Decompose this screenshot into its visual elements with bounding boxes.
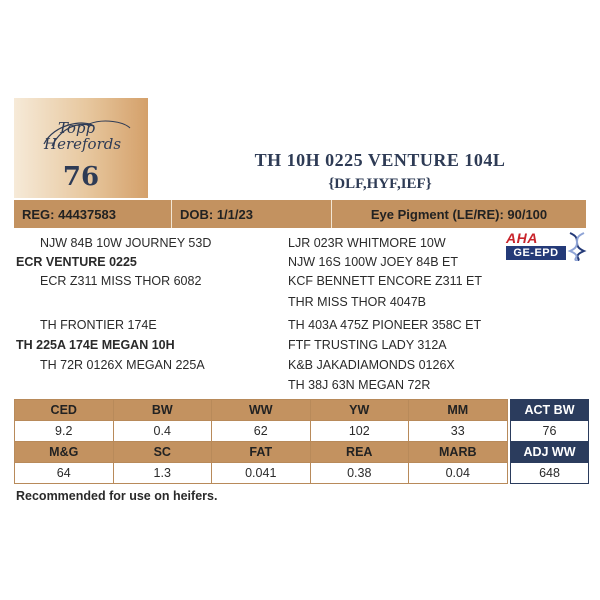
sire: ECR VENTURE 0225 [16,255,137,269]
epd-value-row-1 [15,421,508,442]
epd-header-row-2 [15,442,508,463]
epd-header-mg: M&G [15,442,114,463]
sd-sire: KCF BENNETT ENCORE Z311 ET [288,274,483,288]
lot-number: 76 [62,162,100,192]
aha-label: AHA [506,230,538,246]
epd-value-yw: 102 [310,421,409,442]
ds-dam: FTF TRUSTING LADY 312A [288,338,447,352]
dna-icon [566,231,588,261]
sd-dam: THR MISS THOR 4047B [288,295,427,309]
epd-value-marb: 0.04 [409,463,508,484]
weights-table [510,399,589,484]
ss-sire: LJR 023R WHITMORE 10W [288,236,446,250]
farm-logo-panel [14,98,148,198]
epd-header-yw: YW [310,400,409,421]
dd-dam: TH 38J 63N MEGAN 72R [288,378,431,392]
ge-epd-label: GE-EPD [506,246,566,260]
sire-sire: NJW 84B 10W JOURNEY 53D [40,236,212,250]
sire-dam: ECR Z311 MISS THOR 6082 [40,274,202,288]
eye-pigment: Eye Pigment (LE/RE): 90/100 [370,206,548,222]
epd-table [14,399,508,484]
epd-value-mg: 64 [15,463,114,484]
epd-value-row-2 [15,463,508,484]
epd-value-ced: 9.2 [15,421,114,442]
epd-header-marb: MARB [409,442,508,463]
epd-value-rea: 0.38 [310,463,409,484]
genetic-status: {DLF,HYF,IEF} [328,176,432,192]
act-bw-value: 76 [511,421,589,442]
epd-header-sc: SC [113,442,212,463]
epd-value-mm: 33 [409,421,508,442]
epd-header-ced: CED [15,400,114,421]
animal-name: TH 10H 0225 VENTURE 104L [254,150,506,170]
epd-value-bw: 0.4 [113,421,212,442]
logo-line-1: Topp [58,119,96,137]
aha-ge-epd-badge [506,231,588,261]
farm-logo [44,120,121,152]
epd-header-fat: FAT [212,442,311,463]
act-bw-label: ACT BW [511,400,589,421]
info-bar [14,200,586,228]
recommendation-note: Recommended for use on heifers. [16,489,218,503]
date-of-birth: DOB: 1/1/23 [172,200,332,228]
logo-line-2: Herefords [44,135,122,153]
dam: TH 225A 174E MEGAN 10H [16,338,175,352]
epd-value-ww: 62 [212,421,311,442]
ss-dam: NJW 16S 100W JOEY 84B ET [288,255,458,269]
adj-ww-label: ADJ WW [511,442,589,463]
adj-ww-value: 648 [511,463,589,484]
epd-header-bw: BW [113,400,212,421]
dam-dam: TH 72R 0126X MEGAN 225A [40,358,205,372]
epd-header-row-1 [15,400,508,421]
epd-header-mm: MM [409,400,508,421]
dam-sire: TH FRONTIER 174E [40,318,157,332]
registration-number: REG: 44437583 [14,200,172,228]
epd-value-sc: 1.3 [113,463,212,484]
epd-value-fat: 0.041 [212,463,311,484]
epd-header-rea: REA [310,442,409,463]
ds-sire: TH 403A 475Z PIONEER 358C ET [288,318,482,332]
dd-sire: K&B JAKADIAMONDS 0126X [288,358,455,372]
epd-header-ww: WW [212,400,311,421]
